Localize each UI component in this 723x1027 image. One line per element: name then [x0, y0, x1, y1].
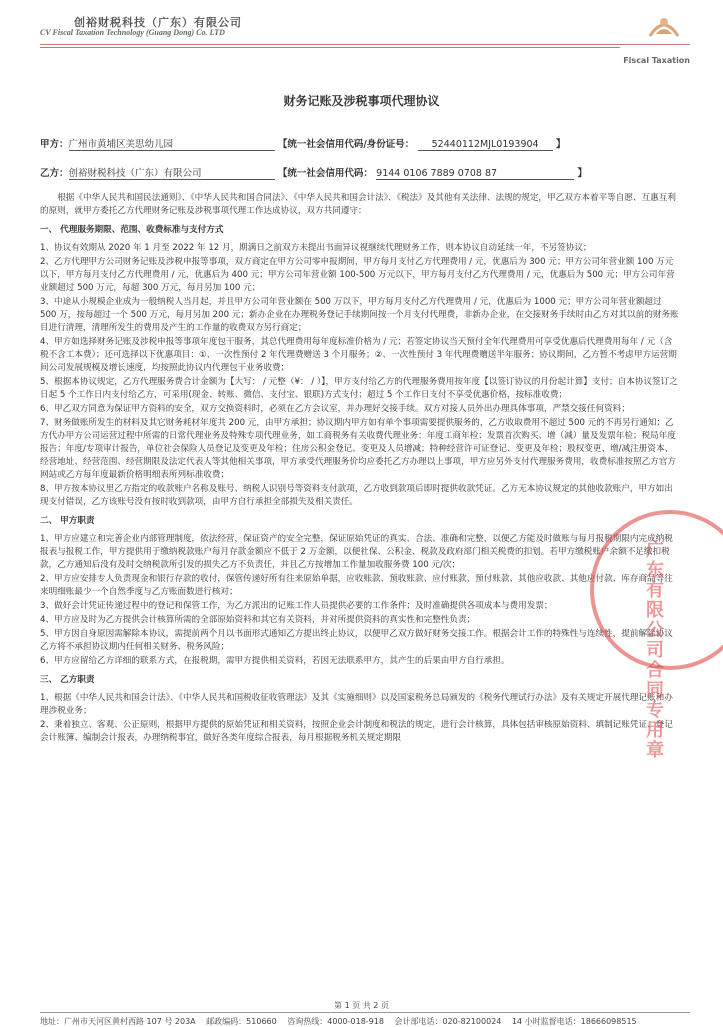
section-3-item: 2、秉着独立、客观、公正原则，根据甲方提供的原始凭证和相关资料，按照企业会计制度和税法的规定，进行会计核算，具体包括审核原始资料、填制记账凭证、登记会计账簿、编制会计报表，办理纳税事宜，做好各类年度综合报表，每月根据税务机关规定期限: [40, 720, 673, 743]
company-name-cn: 创裕财税科技（广东）有限公司: [74, 16, 242, 29]
section-2-heading: 二、 甲方职责: [40, 516, 95, 526]
section-2-item: 2、甲方应安排专人负责现金和银行存款的收付，保管传递好所有往来原始单据，应收账款、预收账款、应付账款、预付账款、其他应收款、其他应付款、库存商品等往来明细账最少一个自然季度与乙方账面数进行核对；: [40, 574, 673, 597]
section-1-item: 5、根据本协议规定，乙方代理服务费合计金额为【大写： / 元整（¥： / ）】，甲方支付给乙方的代理服务费用按年度【以签订协议的月份起计算】支付；自本协议签订之日起 5 个工作日内支付给乙方，可采用(现金、转账、微信、支付宝、银联)方式支付；超过 5 个工作日支付不享受优惠价格，按标准收费；: [40, 377, 678, 400]
footer-address: 地址：广州市天河区黄村西路 107 号 203A: [40, 1017, 196, 1026]
party-b-bracket: 】: [577, 168, 587, 179]
section-1-item: 7、财务做账所发生的材料及其它财务耗材年度共 200 元，由甲方承担；协议期内甲方如有单个事项需要提供服务的，乙方收取费用不超过 500 元的不再另行通知；乙方代办甲方公司运营过程中所需的日常代理业务及特殊专项代理业务，如工商税务有关收费代理业务：年度工商年检；发票首次购买、增（减）量及发票年检；税局年度报告；年度/专项审计报告，单位社会保险人员登记及变更及年检；住房公积金登记、变更及人员增减；特种经营许可证登记、变更及年检；股权变更、增/减注册资本、经营地址、经营范围、经营期限及法定代表人等其他相关事项，甲方承受代理服务价均应委托乙方办理以上事项，甲方应另外支付代理服务费用，收费标准按照乙方官方网站或乙方每年度最新价格明细表所列标准收费；: [40, 418, 676, 480]
header-divider-secondary: [40, 47, 620, 48]
header-divider: [40, 44, 690, 45]
company-name-en: CV Fiscal Taxation Technology (Guang Dong) Co. LTD: [40, 28, 225, 37]
party-b-line: [40, 165, 587, 180]
section-2-item: 5、甲方因自身原因需解除本协议，需提前两个月以书面形式通知乙方提出终止协议，以便甲乙双方做好财务交接工作。根据会计工作的特殊性与连续性，提前解除协议乙方将不承担协议期内任何相关财务、税务风险；: [40, 629, 673, 652]
document-title: 财务记账及涉税事项代理协议: [283, 94, 440, 108]
company-seal-text: 广东有限公司合同专用章: [643, 540, 664, 760]
section-1-item: 1、协议有效期从 2020 年 1 月至 2022 年 12 月，期满日之前双方未提出书面异议视继续代理财务工作，则本协议自动延续一年，不另签协议；: [40, 243, 592, 253]
party-a-label: 甲方：: [40, 139, 69, 150]
section-3-heading: 三、 乙方职责: [40, 675, 95, 685]
section-2-item: 6、甲方应留给乙方详细的联系方式，在报税期，需甲方提供相关资料，若因无法联系甲方，其产生的后果由甲方自行承担。: [40, 656, 510, 666]
footer-finance-phone: 会计部电话：020-82100024: [394, 1017, 502, 1026]
section-2-item: 3、做好会计凭证传递过程中的登记和保管工作，为乙方派出的记账工作人员提供必要的工作条件；及时准确提供各项成本与费用发票；: [40, 601, 553, 611]
company-logo-icon: [646, 10, 682, 44]
party-b-label: 乙方：: [40, 168, 69, 179]
party-a-bracket: 】: [555, 139, 566, 150]
party-a-line: [40, 136, 565, 151]
section-1-item: 4、甲方如选择财务记账及涉税申报等事项年度包干服务，其总代理费用每年度标准价格为 / 元；若签定协议当天预付全年代理费用可享受优惠后代理费用每年 / 元（含税不含工本费）；还可选择以下优惠项目：①、一次性预付 2 年代理费赠送 3 个月服务；②、一次性预付 3 年代理费赠送半年服务；协议期间，乙方暂不考虑甲方运营期间公司发展规模及增长速度，均按照此协议内代理包干业务收费；: [40, 337, 677, 373]
intro-paragraph: 根据《中华人民共和国民法通则》、《中华人民共和国合同法》、《中华人民共和国会计法》、《税法》及其他有关法律、法规的规定，甲乙双方本着平等自愿、互惠互利的原则，就甲方委托乙方代理财务记账及涉税事项代理工作达成协议，双方共同遵守：: [40, 193, 676, 216]
party-a-code-label: 【统一社会信用代码/身份证号：: [277, 139, 415, 150]
section-3-item: 1、根据《中华人民共和国会计法》、《中华人民共和国税收征收管理法》及其《实施细则》以及国家税务总局颁发的《税务代理试行办法》及有关规定开展代理记账和办理涉税业务；: [40, 693, 673, 716]
agreement-body: [40, 192, 680, 746]
section-1-heading: 一、 代理服务期限、范围、收费标准与支付方式: [40, 225, 224, 235]
footer-hotline: 咨询热线：4000-018-918: [287, 1017, 384, 1026]
page-number: 第 1 页 共 2 页: [334, 1001, 389, 1010]
section-1-item: 8、甲方按本协议里乙方指定的收款账户名称及账号、纳税人识别号等资料支付款项，乙方收到款项后即时提供收款凭证。乙方无本协议规定的其他收款账户，甲方如出现支付错误，乙方该账号没有按时收到款项，由甲方自行承担全部损失及相关责任。: [40, 484, 673, 507]
footer-divider: [40, 1012, 690, 1013]
logo-caption: Fiscal Taxation: [623, 56, 690, 65]
footer-postcode: 邮政编码：510660: [206, 1017, 277, 1026]
party-a-name: 广州市黄埔区美思幼儿园: [69, 136, 275, 151]
party-a-code: 52440112MJL0193904: [418, 139, 553, 151]
section-1-item: 3、中途从小规模企业成为一般纳税人当月起，并且甲方公司年营业额在 500 万以下，甲方每月支付乙方代理费用 / 元，优惠后为 1000 元；甲方公司年营业额超过 500 万，按每超过一个 500 万元，每月另加 200 元；新办企业在办理税务登记手续期间按一个月支付代理费，非新办企业，在交接财务手续时由乙方对其以前的财务账目进行清理，清理所发生的费用及产生的工作量的收费双方另行商定；: [40, 297, 679, 333]
party-b-name: 创裕财税科技（广东）有限公司: [69, 165, 275, 180]
section-1-item: 2、乙方代理甲方公司财务记账及涉税申报等事项，双方商定在甲方公司零申报期间，甲方每月支付乙方代理费用 / 元，优惠后为 300 元；甲方公司年营业额 100 万元以下，甲方每月支付乙方代理费用 / 元，优惠后为 400 元；甲方公司年营业额 100-500 万元以下，甲方每月支付乙方代理费用 / 元，优惠后为 500 元；甲方公司年营业额超过 500 万元，每超 300 万元，每月另加 100 元；: [40, 257, 675, 293]
footer-contacts: [40, 1016, 690, 1027]
section-2-item: 4、甲方应及时为乙方提供会计核算所需的全部原始资料和其它有关资料，并对所提供资料的真实性和完整性负责；: [40, 615, 476, 625]
party-b-code: 9144 0106 7889 0708 87: [376, 168, 574, 180]
section-1-item: 6、甲乙双方同意为保证甲方资料的安全，双方交换资料时，必须在乙方会议室，并办理好交接手续。双方对接人员外出办理具体事项，严禁交接任何资料；: [40, 404, 630, 414]
section-2-item: 1、甲方应建立和完善企业内部管理制度，依法经营，保证资产的安全完整，保证原始凭证的真实、合法、准确和完整，以便乙方能及时做账与每月报税期限内完成纳税报表与报税工作，甲方提供用于缴纳税款账户每月存款金额应不低于 2 万金额，以便社保、公积金、税款及政府部门相关税费的扣划。若甲方缴税账户余额不足缴扣税款，乙方通知后没有及时交纳税款所引发的损失乙方不负责任，并且乙方按增加工作量加收服务费 100 元/次；: [40, 534, 673, 570]
party-b-code-label: 【统一社会信用代码：: [277, 168, 373, 179]
letterhead: [40, 8, 690, 70]
footer-supervision-phone: 14 小时监督电话：18666098515: [511, 1017, 637, 1026]
